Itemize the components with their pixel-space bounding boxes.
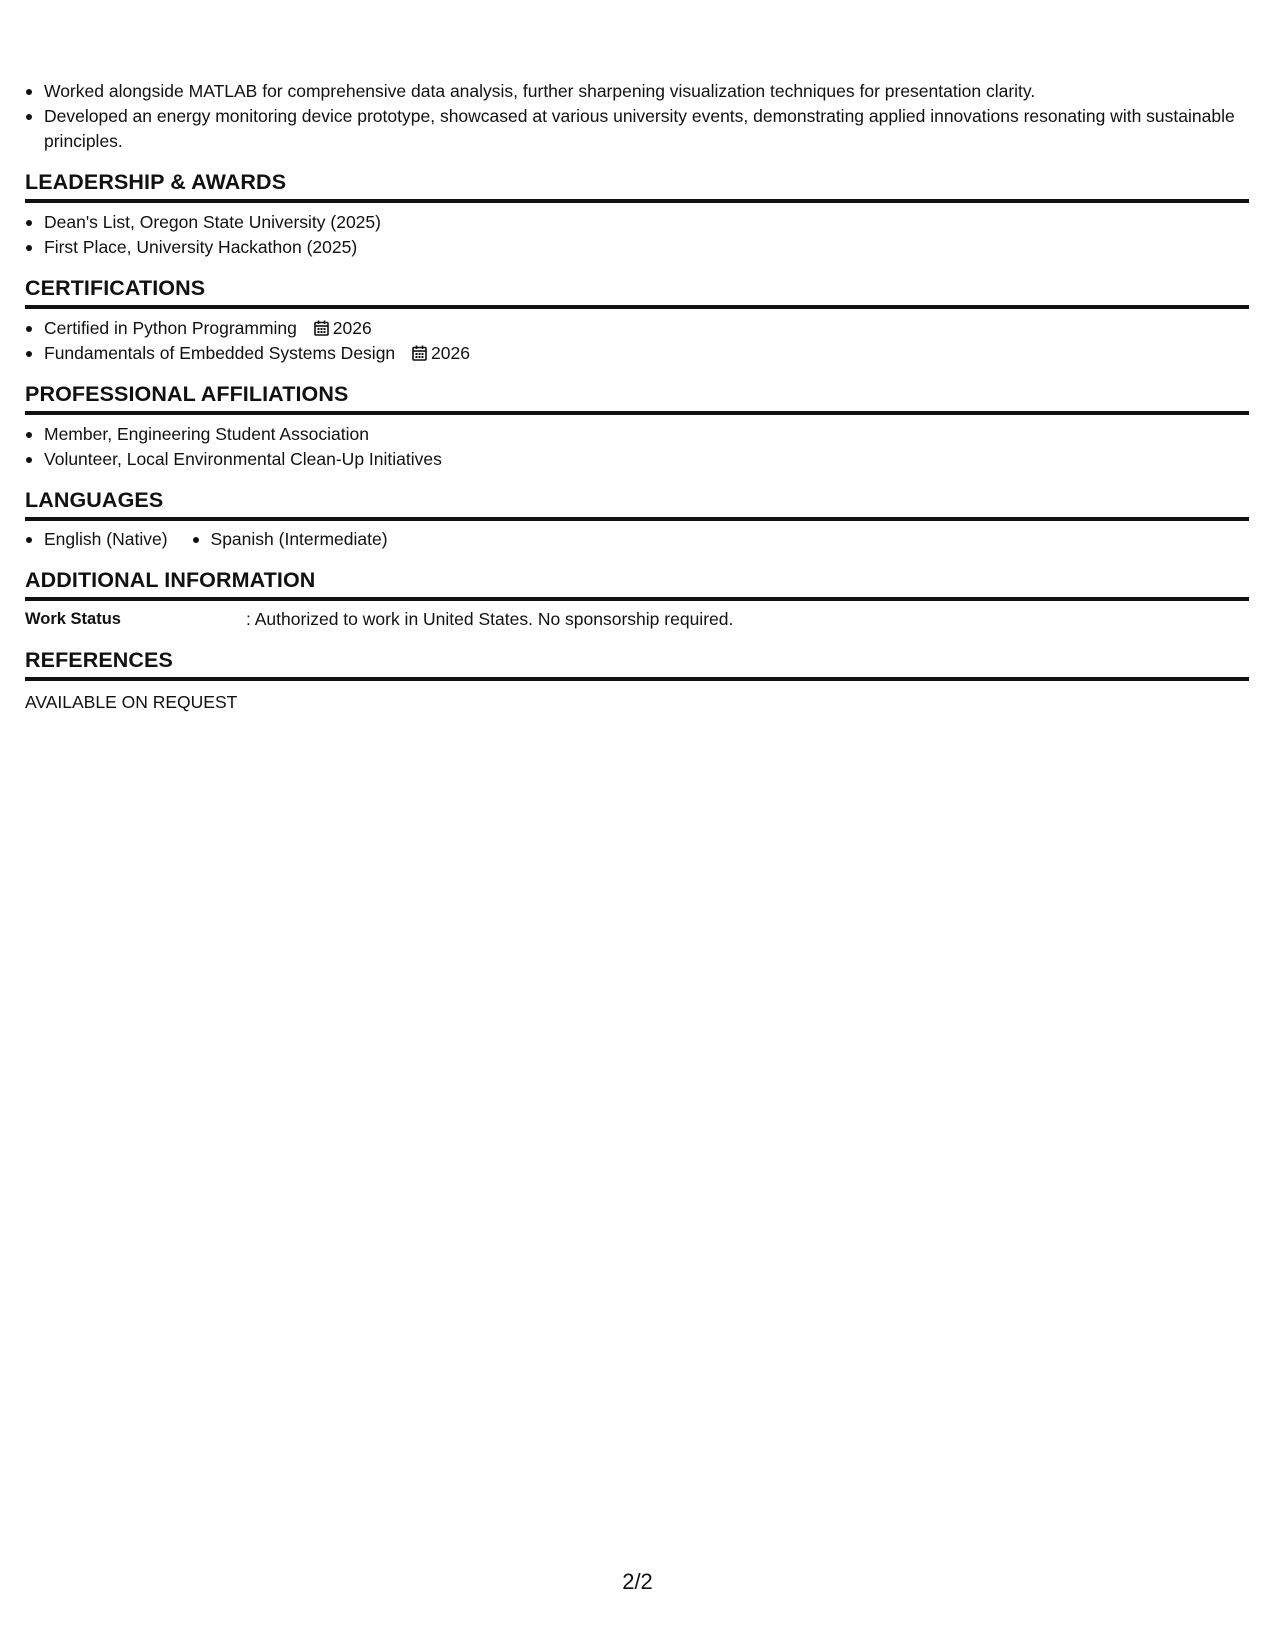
section-title-leadership: LEADERSHIP & AWARDS xyxy=(25,168,1249,203)
certification-year: 2026 xyxy=(431,343,470,363)
section-title-references: REFERENCES xyxy=(25,646,1249,681)
affiliations-section xyxy=(25,380,1249,472)
certifications-list xyxy=(25,316,1249,366)
language-item: English (Native) xyxy=(25,527,168,552)
resume-page xyxy=(25,0,1249,715)
section-title-affiliations: PROFESSIONAL AFFILIATIONS xyxy=(25,380,1249,415)
languages-list xyxy=(25,527,1249,552)
list-item: First Place, University Hackathon (2025) xyxy=(25,235,1249,260)
certification-year: 2026 xyxy=(332,318,372,338)
list-item: Dean's List, Oregon State University (2025) xyxy=(25,210,1249,235)
section-title-additional-info: ADDITIONAL INFORMATION xyxy=(25,566,1249,601)
leadership-section xyxy=(25,168,1249,260)
list-item: Volunteer, Local Environmental Clean-Up Initiatives xyxy=(25,447,1249,472)
list-item: Worked alongside MATLAB for comprehensive data analysis, further sharpening visualization techniques for presentation clarity. xyxy=(25,79,1249,104)
affiliations-list xyxy=(25,422,1249,472)
calendar-icon xyxy=(412,345,427,361)
references-text: AVAILABLE ON REQUEST xyxy=(25,692,238,712)
list-item: Member, Engineering Student Association xyxy=(25,422,1249,447)
page-number: 2/2 xyxy=(622,1569,653,1594)
list-item xyxy=(25,316,1249,341)
section-title-certifications: CERTIFICATIONS xyxy=(25,274,1249,309)
references-section xyxy=(25,646,1249,715)
leadership-list xyxy=(25,210,1249,260)
additional-info-section xyxy=(25,566,1249,632)
calendar-icon xyxy=(314,320,329,336)
certifications-section xyxy=(25,274,1249,366)
experience-continued-list xyxy=(25,79,1249,154)
section-title-languages: LANGUAGES xyxy=(25,486,1249,521)
list-item: Developed an energy monitoring device prototype, showcased at various university events, demonstrating applied innovations resonating with sustainable principles. xyxy=(25,104,1249,154)
info-row xyxy=(25,607,1249,632)
certification-name: Certified in Python Programming xyxy=(44,318,297,338)
work-status-value: : Authorized to work in United States. No sponsorship required. xyxy=(246,609,734,629)
language-item: Spanish (Intermediate) xyxy=(192,527,388,552)
certification-name: Fundamentals of Embedded Systems Design xyxy=(44,343,396,363)
work-status-label: Work Status xyxy=(25,610,121,628)
list-item xyxy=(25,341,1249,366)
languages-section xyxy=(25,486,1249,552)
